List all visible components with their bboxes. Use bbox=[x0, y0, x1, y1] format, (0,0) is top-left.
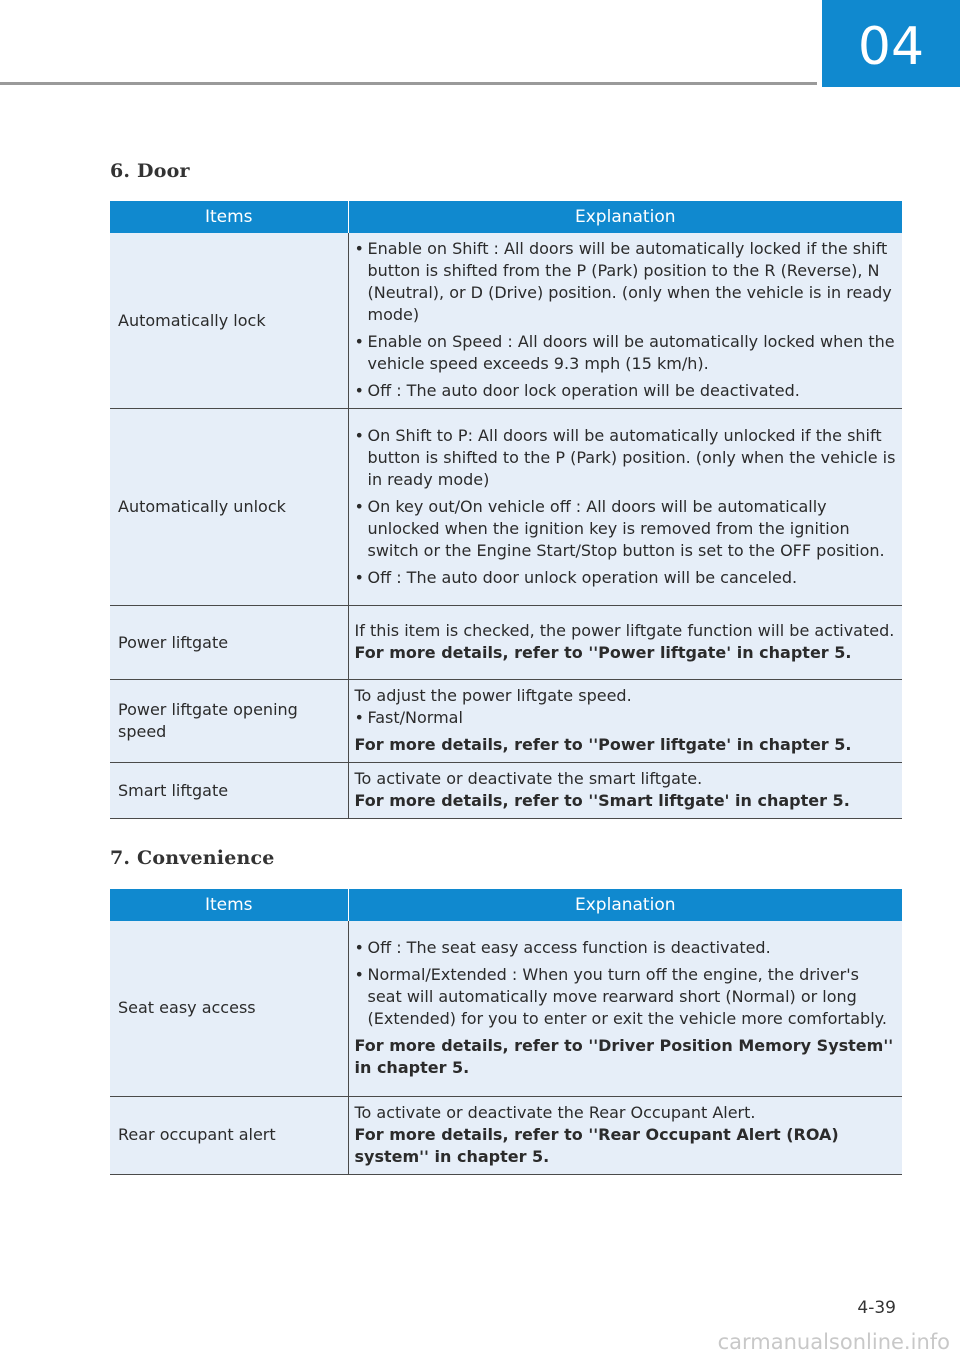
table-row bbox=[110, 233, 902, 409]
explanation-text: To adjust the power liftgate speed. bbox=[354, 686, 632, 705]
bullet-icon: • bbox=[354, 239, 364, 258]
item-rear-occupant-alert: Rear occupant alert bbox=[110, 1096, 348, 1174]
bullet-icon: • bbox=[354, 332, 364, 351]
explanation-text: To activate or deactivate the Rear Occupant Alert. bbox=[354, 1102, 756, 1122]
section-title-convenience: 7. Convenience bbox=[110, 847, 275, 869]
reference-note: For more details, refer to ''Driver Position Memory System'' in chapter 5. bbox=[354, 1035, 894, 1077]
bullet-icon: • bbox=[354, 964, 364, 984]
chapter-tab bbox=[822, 0, 960, 87]
column-header-explanation: Explanation bbox=[348, 889, 902, 921]
item-smart-liftgate: Smart liftgate bbox=[110, 763, 348, 819]
table-row bbox=[110, 1096, 902, 1174]
explanation-cell bbox=[348, 233, 902, 409]
section-title-door: 6. Door bbox=[110, 160, 190, 182]
list-item: • Off : The auto door lock operation will be deactivated. bbox=[354, 381, 800, 400]
item-power-liftgate: Power liftgate bbox=[110, 606, 348, 680]
bullet-icon: • bbox=[354, 567, 364, 587]
bullet-icon: • bbox=[354, 381, 364, 400]
list-item: • On key out/On vehicle off : All doors will be automatically unlocked when the ignition key is removed from the ignition switch or the Engine Start/Stop button is set to the OFF position. bbox=[354, 496, 885, 560]
item-automatically-unlock: Automatically unlock bbox=[110, 409, 348, 606]
table-header-row bbox=[110, 889, 902, 921]
list-item: • Normal/Extended : When you turn off the engine, the driver's seat will automatically move rearward short (Normal) or long (Extended) for you to enter or exit the vehicle more comfortably. bbox=[354, 964, 887, 1028]
list-item: • Off : The auto door unlock operation will be canceled. bbox=[354, 567, 798, 587]
explanation-cell bbox=[348, 409, 902, 606]
table-header-row bbox=[110, 201, 902, 233]
reference-note: For more details, refer to ''Power liftgate' in chapter 5. bbox=[354, 643, 852, 662]
explanation-cell bbox=[348, 1096, 902, 1174]
item-automatically-lock: Automatically lock bbox=[110, 233, 348, 409]
item-seat-easy-access: Seat easy access bbox=[110, 921, 348, 1096]
table-row bbox=[110, 409, 902, 606]
list-item: • Off : The seat easy access function is deactivated. bbox=[354, 937, 771, 957]
table-row bbox=[110, 606, 902, 680]
header-rule bbox=[0, 82, 817, 85]
bullet-icon: • bbox=[354, 496, 364, 516]
watermark: carmanualsonline.info bbox=[717, 1330, 950, 1354]
explanation-cell bbox=[348, 680, 902, 763]
table-row bbox=[110, 763, 902, 819]
convenience-settings-table bbox=[110, 889, 902, 1175]
explanation-cell bbox=[348, 763, 902, 819]
item-power-liftgate-opening-speed: Power liftgate opening speed bbox=[110, 680, 348, 763]
chapter-number: 04 bbox=[857, 16, 925, 77]
column-header-explanation: Explanation bbox=[348, 201, 902, 233]
reference-note: For more details, refer to ''Power liftgate' in chapter 5. bbox=[354, 735, 852, 754]
list-item: • Fast/Normal bbox=[354, 708, 463, 727]
column-header-items: Items bbox=[110, 201, 348, 233]
reference-note: For more details, refer to ''Rear Occupant Alert (ROA) system'' in chapter 5. bbox=[354, 1124, 839, 1166]
table-row bbox=[110, 921, 902, 1096]
table-row bbox=[110, 680, 902, 763]
bullet-icon: • bbox=[354, 708, 364, 727]
explanation-cell bbox=[348, 921, 902, 1096]
bullet-icon: • bbox=[354, 937, 364, 957]
explanation-text: If this item is checked, the power liftgate function will be activated. bbox=[354, 621, 895, 640]
list-item: • Enable on Speed : All doors will be automatically locked when the vehicle speed exceeds 9.3 mph (15 km/h). bbox=[354, 332, 895, 373]
reference-note: For more details, refer to ''Smart liftgate' in chapter 5. bbox=[354, 791, 850, 810]
list-item: • Enable on Shift : All doors will be automatically locked if the shift button is shifted from the P (Park) position to the R (Reverse), N (Neutral), or D (Drive) position. (only when the vehicle is in ready mode) bbox=[354, 239, 892, 324]
bullet-icon: • bbox=[354, 425, 364, 445]
door-settings-table bbox=[110, 201, 902, 819]
explanation-text: To activate or deactivate the smart liftgate. bbox=[354, 769, 703, 788]
page-number: 4-39 bbox=[857, 1298, 896, 1318]
list-item: • On Shift to P: All doors will be automatically unlocked if the shift button is shifted to the P (Park) position. (only when the vehicle is in ready mode) bbox=[354, 425, 896, 489]
column-header-items: Items bbox=[110, 889, 348, 921]
explanation-cell bbox=[348, 606, 902, 680]
